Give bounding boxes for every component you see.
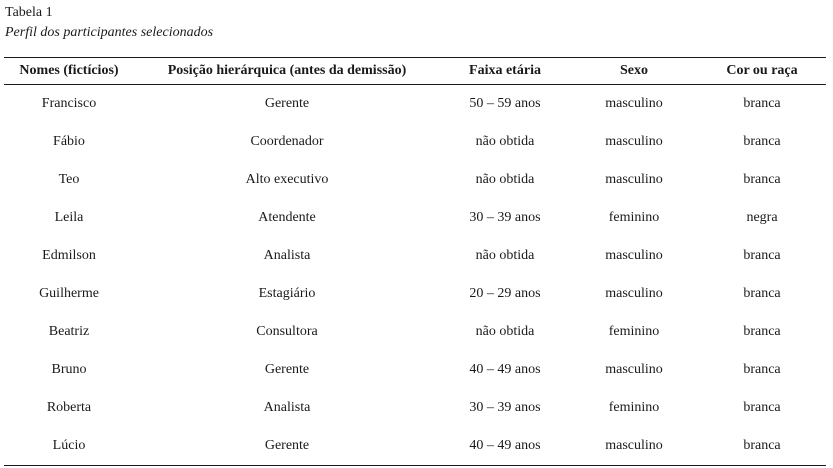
cell-position: Coordenador bbox=[250, 134, 324, 149]
cell-age-range: não obtida bbox=[475, 134, 535, 149]
cell-position: Gerente bbox=[264, 362, 310, 377]
cell-name: Bruno bbox=[51, 362, 87, 377]
participants-table bbox=[4, 57, 826, 466]
header-race: Cor ou raça bbox=[698, 58, 826, 85]
cell-name: Teo bbox=[58, 172, 80, 187]
cell-race: branca bbox=[743, 172, 781, 187]
table-row bbox=[4, 389, 826, 427]
header-position: Posição hierárquica (antes da demissão) bbox=[134, 58, 440, 85]
cell-position: Consultora bbox=[256, 324, 318, 339]
cell-position: Gerente bbox=[134, 427, 440, 466]
table-row bbox=[4, 351, 826, 389]
cell-name: Leila bbox=[54, 210, 84, 225]
table-header-row bbox=[4, 58, 826, 85]
header-names: Nomes (fictícios) bbox=[4, 58, 134, 85]
table-row bbox=[4, 427, 826, 466]
cell-age-range: 50 – 59 anos bbox=[469, 96, 541, 111]
cell-name: Francisco bbox=[41, 96, 97, 111]
cell-position: Gerente bbox=[264, 96, 310, 111]
cell-race: branca bbox=[743, 286, 781, 301]
cell-race: negra bbox=[746, 210, 778, 225]
table-label: Tabela 1 bbox=[5, 5, 53, 20]
table-row bbox=[4, 199, 826, 237]
cell-name: Roberta bbox=[46, 400, 92, 415]
cell-race: branca bbox=[743, 248, 781, 263]
cell-race: branca bbox=[698, 427, 826, 466]
cell-position: Alto executivo bbox=[245, 172, 329, 187]
cell-race: branca bbox=[743, 324, 781, 339]
cell-race: branca bbox=[743, 362, 781, 377]
cell-age-range: 40 – 49 anos bbox=[440, 427, 570, 466]
cell-position: Atendente bbox=[258, 210, 316, 225]
cell-sex: feminino bbox=[608, 400, 660, 415]
table-caption: Perfil dos participantes selecionados bbox=[5, 25, 214, 40]
cell-age-range: 20 – 29 anos bbox=[469, 286, 541, 301]
cell-name: Guilherme bbox=[39, 286, 99, 301]
header-age-range: Faixa etária bbox=[440, 58, 570, 85]
header-sex: Sexo bbox=[570, 58, 698, 85]
cell-position: Analista bbox=[263, 248, 311, 263]
cell-name: Edmilson bbox=[42, 248, 96, 263]
cell-age-range: não obtida bbox=[475, 172, 535, 187]
cell-sex: masculino bbox=[605, 286, 663, 301]
cell-age-range: não obtida bbox=[475, 324, 535, 339]
cell-name: Beatriz bbox=[48, 324, 90, 339]
cell-age-range: não obtida bbox=[475, 248, 535, 263]
cell-sex: feminino bbox=[608, 210, 660, 225]
table-row bbox=[4, 123, 826, 161]
cell-sex: masculino bbox=[570, 427, 698, 466]
table-row bbox=[4, 313, 826, 351]
cell-sex: feminino bbox=[608, 324, 660, 339]
table-row bbox=[4, 275, 826, 313]
cell-sex: masculino bbox=[605, 96, 663, 111]
table-row bbox=[4, 237, 826, 275]
cell-sex: masculino bbox=[605, 172, 663, 187]
cell-race: branca bbox=[743, 400, 781, 415]
cell-name: Fábio bbox=[53, 134, 85, 149]
cell-position: Analista bbox=[263, 400, 311, 415]
cell-age-range: 30 – 39 anos bbox=[469, 400, 541, 415]
cell-name: Lúcio bbox=[4, 427, 134, 466]
cell-race: branca bbox=[743, 96, 781, 111]
cell-position: Estagiário bbox=[258, 286, 316, 301]
cell-sex: masculino bbox=[605, 248, 663, 263]
table-row bbox=[4, 85, 826, 124]
cell-sex: masculino bbox=[605, 134, 663, 149]
cell-race: branca bbox=[743, 134, 781, 149]
cell-age-range: 40 – 49 anos bbox=[469, 362, 541, 377]
cell-sex: masculino bbox=[605, 362, 663, 377]
table-row bbox=[4, 161, 826, 199]
cell-age-range: 30 – 39 anos bbox=[469, 210, 541, 225]
